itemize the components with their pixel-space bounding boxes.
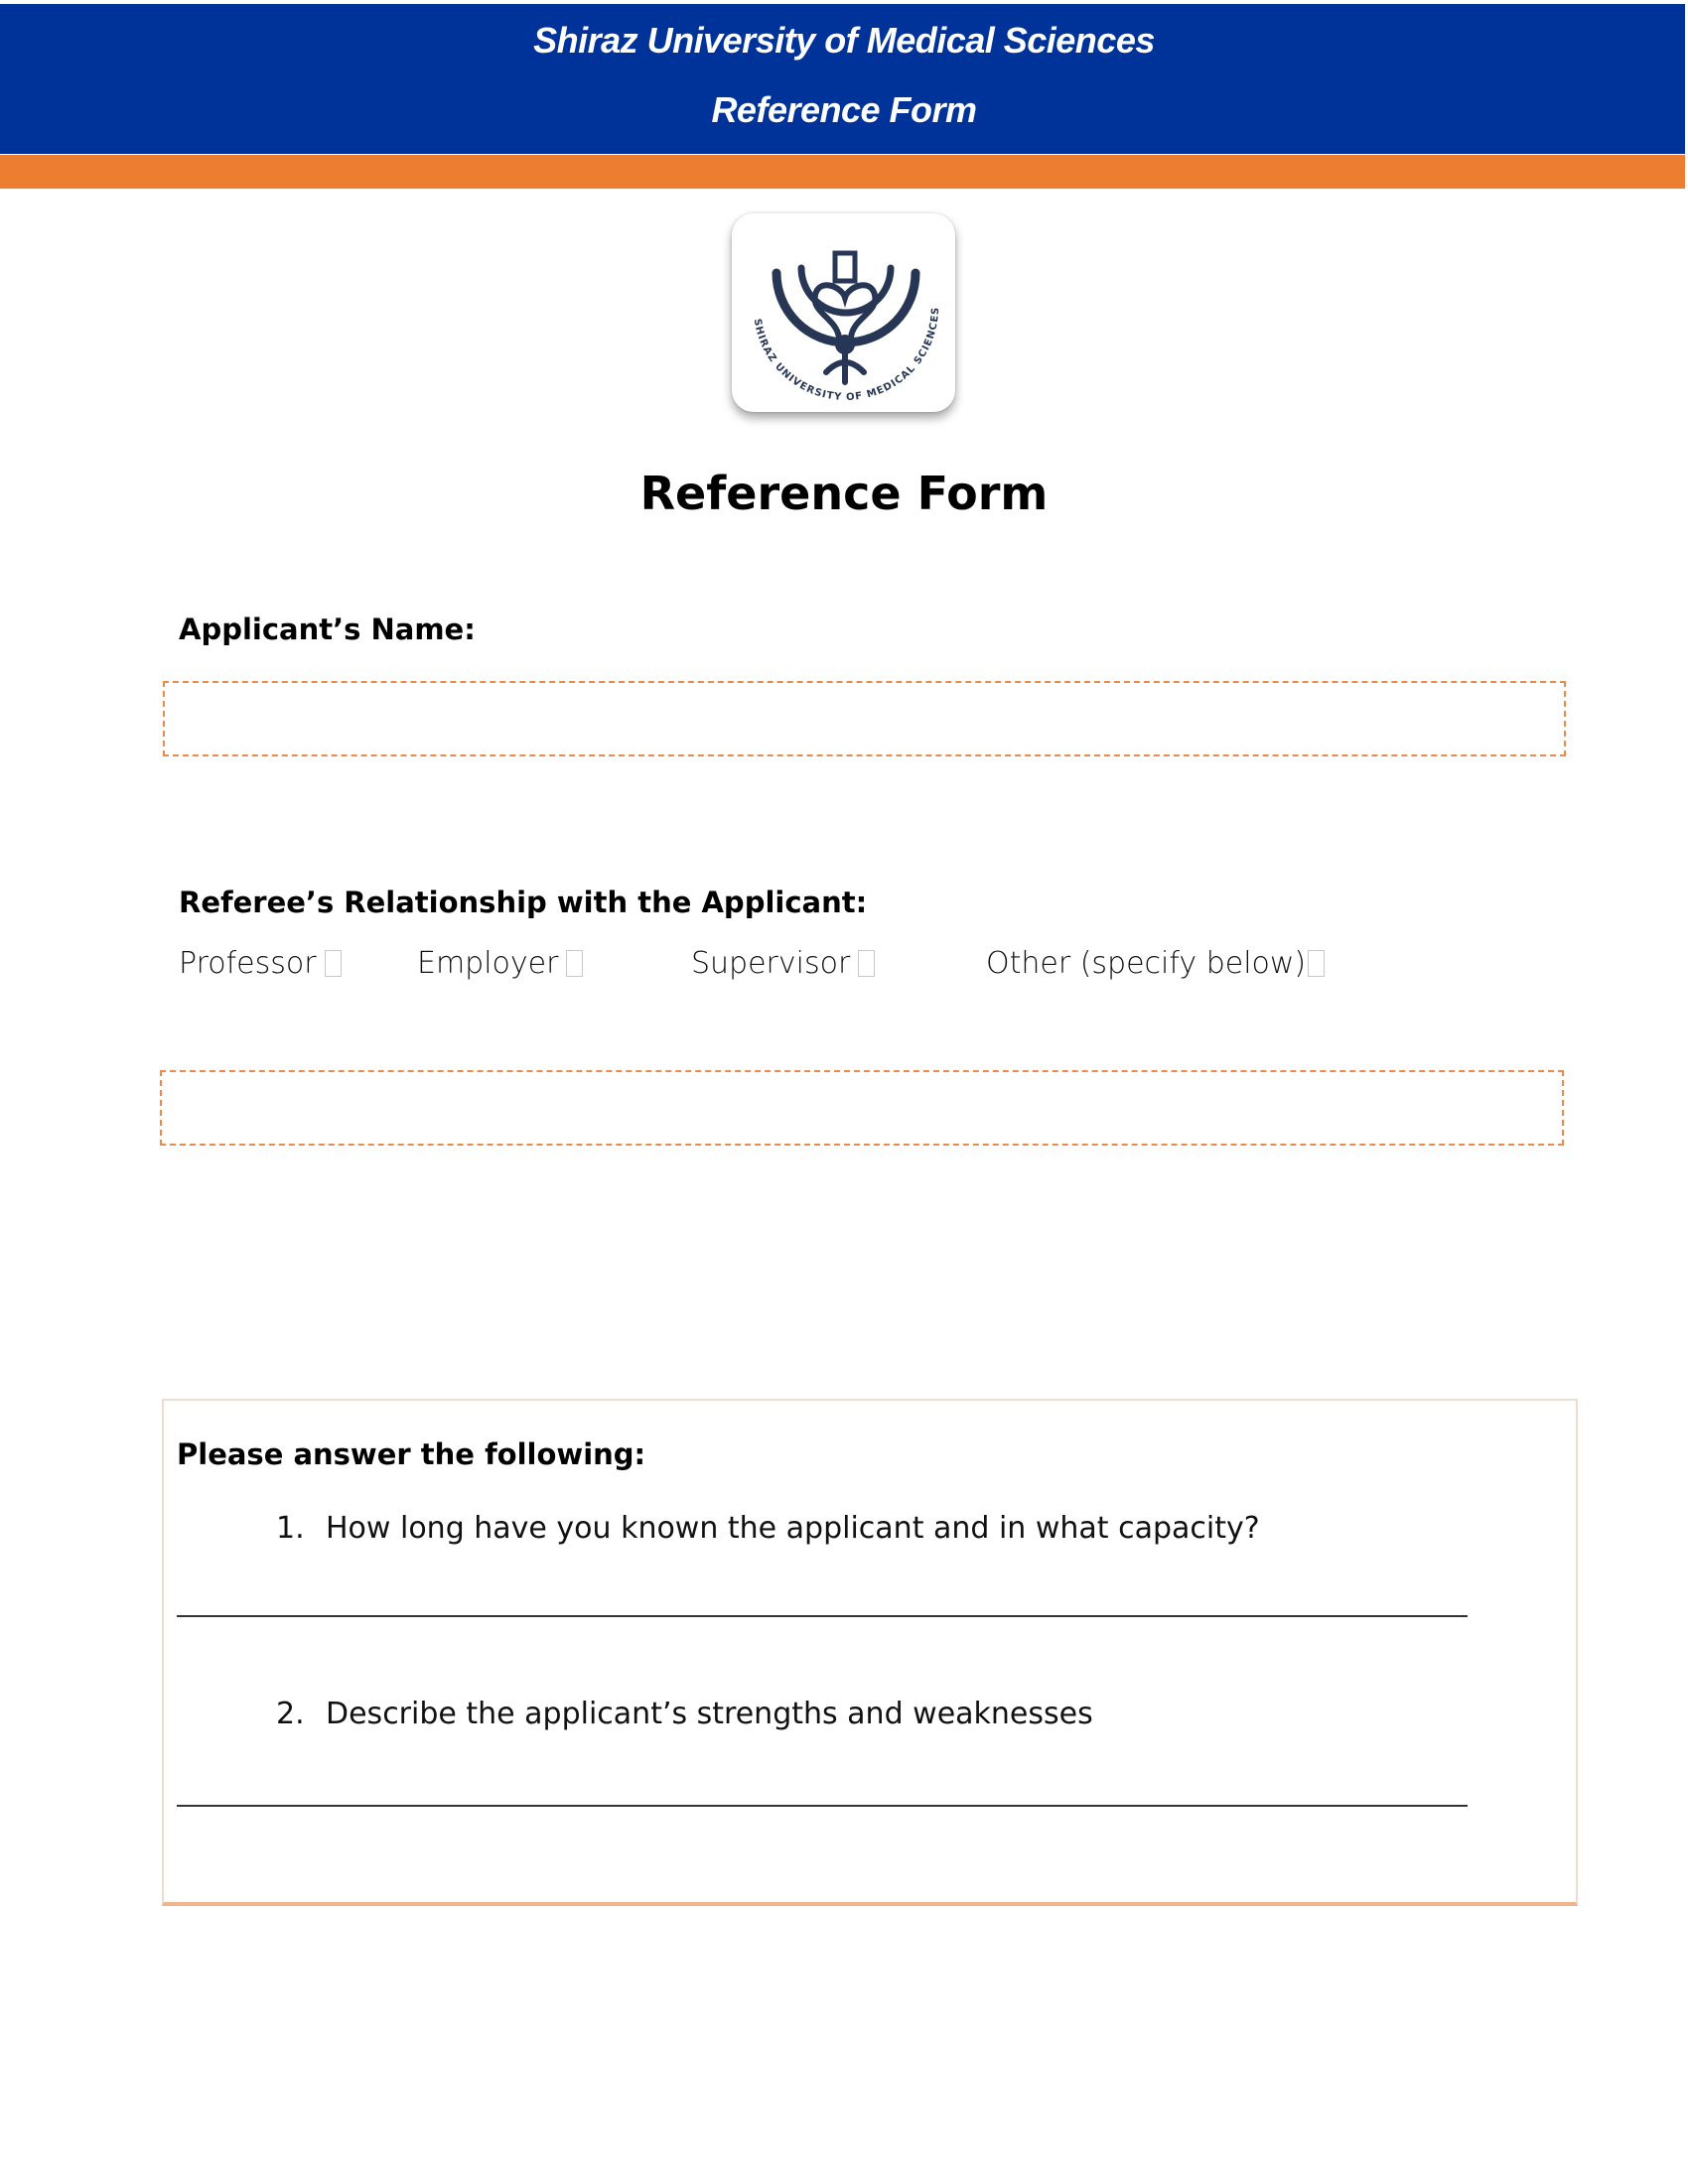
questions-label: Please answer the following: <box>177 1437 646 1471</box>
option-employer[interactable] <box>417 946 583 981</box>
page-title: Reference Form <box>639 467 1049 520</box>
option-label: Employer <box>417 946 559 981</box>
option-label: Supervisor <box>691 946 851 981</box>
option-label: Other (specify below) <box>986 946 1307 981</box>
checkbox-other[interactable] <box>1308 950 1325 977</box>
checkbox-supervisor[interactable] <box>858 950 875 977</box>
question-number: 2. <box>276 1697 305 1731</box>
option-other[interactable] <box>986 946 1325 981</box>
questions-section <box>162 1399 1578 1906</box>
relationship-label: Referee’s Relationship with the Applicant: <box>179 886 868 919</box>
question-1 <box>276 1511 1260 1546</box>
university-seal-icon <box>732 213 955 412</box>
question-text: Describe the applicant’s strengths and weaknesses <box>326 1697 1093 1731</box>
answer-line-2[interactable] <box>177 1805 1468 1807</box>
header-accent-bar <box>0 155 1685 189</box>
answer-line-1[interactable] <box>177 1615 1468 1617</box>
question-number: 1. <box>276 1511 305 1546</box>
svg-text:SHIRAZ UNIVERSITY OF MEDICAL S: SHIRAZ UNIVERSITY OF MEDICAL SCIENCES <box>751 306 942 404</box>
checkbox-professor[interactable] <box>325 950 342 977</box>
header-form-name: Reference Form <box>711 89 977 130</box>
applicant-name-label: Applicant’s Name: <box>179 613 476 646</box>
university-logo <box>732 213 955 412</box>
university-name: Shiraz University of Medical Sciences <box>533 20 1155 61</box>
option-supervisor[interactable] <box>691 946 875 981</box>
question-2 <box>276 1697 1093 1731</box>
option-label: Professor <box>179 946 317 981</box>
checkbox-employer[interactable] <box>566 950 583 977</box>
option-professor[interactable] <box>179 946 342 981</box>
question-text: How long have you known the applicant and in what capacity? <box>326 1511 1260 1546</box>
applicant-name-field[interactable] <box>163 681 1566 756</box>
other-relationship-field[interactable] <box>160 1070 1564 1146</box>
